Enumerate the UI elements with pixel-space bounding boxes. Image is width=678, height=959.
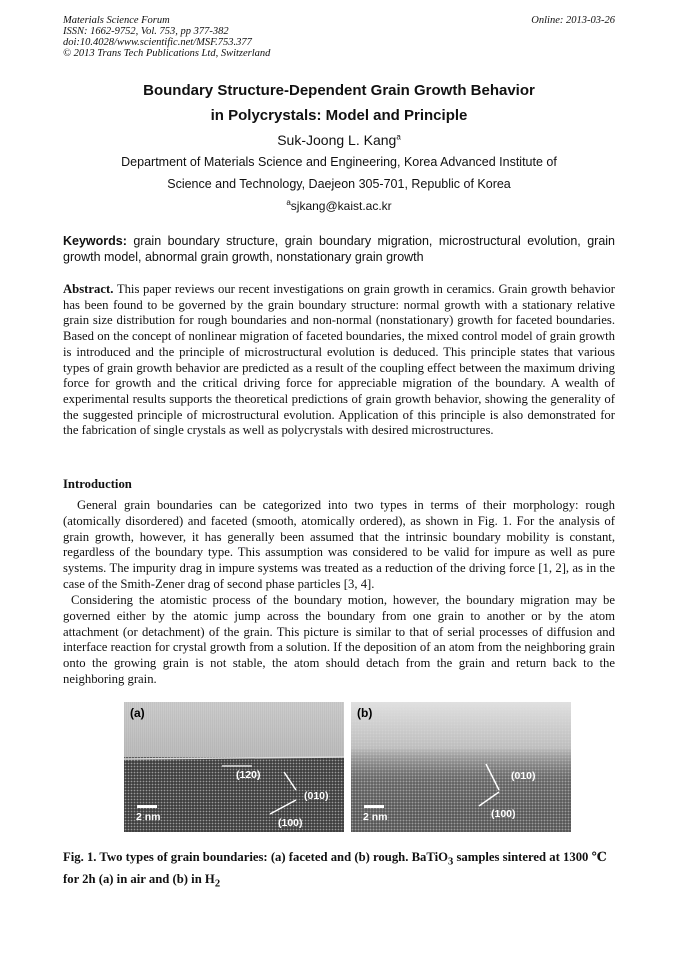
journal-header xyxy=(63,15,270,59)
figure-b-label: (b) xyxy=(357,706,373,720)
figure-1a-faceted xyxy=(124,702,344,832)
keywords-text: grain boundary structure, grain boundary migration, microstructural evolution, grain growth model, abnormal grain growth, nonstationary grain growth xyxy=(63,234,615,264)
figure-a-scale-bar: 2 nm xyxy=(136,811,161,823)
figure-a-annotation-100: (100) xyxy=(278,817,303,829)
caption-part1: Fig. 1. Two types of grain boundaries: (a) faceted and (b) rough. BaTiO xyxy=(63,850,448,864)
abstract-text: This paper reviews our recent investigations on grain growth in ceramics. Grain growth behavior has been found to be governed by the grain boundary structure: normal growth with a stationary relative grain size distribution for rough boundaries and non-normal (nonstationary) growth for faceted boundaries. Based on the concept of nonlinear migration of faceted boundaries, the mixed control model of grain growth is introduced and the principle of microstructural evolution is deduced. This principle states that various types of grain growth behavior are predicted as a result of the coupling effect between the maximum driving force for growth and the critical driving force for appreciable migration of the boundary. A wealth of experimental results supports the theoretical predictions of grain growth behavior, showing the generality of the suggested principle of microstructural evolution. Application of this principle is also demonstrated for the fabrication of single crystals as well as polycrystals with desired microstructures. xyxy=(63,282,615,438)
intro-paragraph-1: General grain boundaries can be categorized into two types in terms of their morphology: rough (atomically disordered) and faceted (smooth, atomically ordered), as shown in Fig. 1. For the analysis of grain growth, however, it has generally been assumed that the intrinsic boundary mobility is constant, regardless of the boundary type. This assumption was considered to be valid for impure as well as pure systems. The impurity drag in impure systems was treated as a reduction of the driving force [1, 2], as in the case of the Smith-Zener drag of second phase particles [3, 4]. xyxy=(63,498,615,591)
caption-part2: samples sintered at 1300 ℃ for 2h (a) in air and (b) in H xyxy=(63,850,607,886)
figure-a-annotation-010: (010) xyxy=(304,790,329,802)
figure-a-annotation-120: (120) xyxy=(236,769,261,781)
journal-name: Materials Science Forum xyxy=(63,15,170,26)
author-name: Suk-Joong L. Kang xyxy=(277,132,397,148)
paper-title-line1: Boundary Structure-Dependent Grain Growth Behavior xyxy=(143,82,535,99)
online-date: Online: 2013-03-26 xyxy=(531,15,615,26)
issn-line: ISSN: 1662-9752, Vol. 753, pp 377-382 xyxy=(63,26,229,37)
keywords-label: Keywords: xyxy=(63,234,127,248)
copyright-line: © 2013 Trans Tech Publications Ltd, Switzerland xyxy=(63,48,271,59)
abstract xyxy=(63,282,615,439)
caption-sub-2: 2 xyxy=(214,878,221,890)
figure-1b-rough xyxy=(351,702,571,832)
caption-sub-3: 3 xyxy=(448,856,454,868)
figure-b-scale-bar: 2 nm xyxy=(363,811,388,823)
figure-b-annotation-010: (010) xyxy=(511,770,536,782)
abstract-label: Abstract. xyxy=(63,282,114,296)
intro-paragraph-2: Considering the atomistic process of the boundary motion, however, the boundary migration may be governed either by the atomic jump across the boundary from one grain to another or by the atom attachment (or detachment) of the grain. This picture is similar to that of serial processes of diffusion and interface reaction for crystal growth from a solution. If the deposition of an atom from the neighboring grain onto the growing grain is not stable, the atom should detach from the grain and return back to the neighboring grain. xyxy=(63,593,615,686)
email-sup: a xyxy=(286,198,291,207)
email-address[interactable]: sjkang@kaist.ac.kr xyxy=(290,199,392,213)
author-sup: a xyxy=(396,132,401,142)
affiliation-line2: Science and Technology, Daejeon 305-701, Republic of Korea xyxy=(167,177,511,191)
keywords xyxy=(63,233,615,265)
intro-heading: Introduction xyxy=(63,477,132,491)
doi-line: doi:10.4028/www.scientific.net/MSF.753.377 xyxy=(63,37,252,48)
email xyxy=(0,199,678,213)
figure-caption xyxy=(63,849,615,892)
affiliation-line1: Department of Materials Science and Engineering, Korea Advanced Institute of xyxy=(121,155,557,169)
author xyxy=(0,132,678,148)
figure-a-label: (a) xyxy=(130,706,145,720)
figure-b-annotation-100: (100) xyxy=(491,808,516,820)
paper-title-line2: in Polycrystals: Model and Principle xyxy=(210,107,468,124)
